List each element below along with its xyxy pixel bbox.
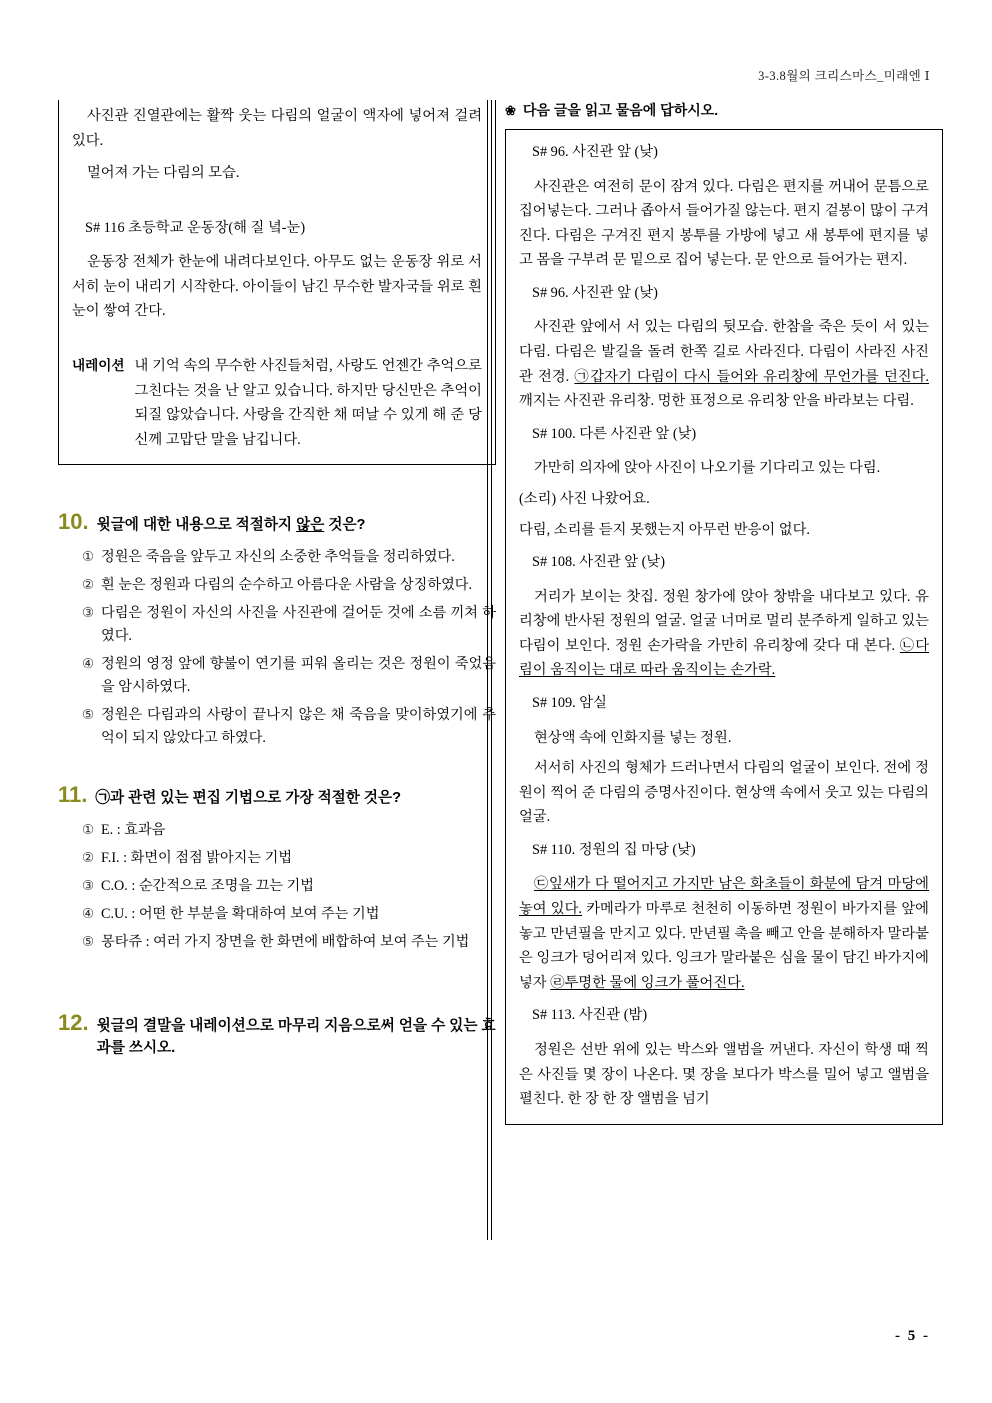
choice-marker: ④ <box>82 656 95 672</box>
scene-segment: 카메라가 마루로 천천히 이동하면 정원이 바가지를 앞에 놓고 만년필을 만지고 있다. 만년필 촉을 빼고 안을 분해하자 말라붙은 잉크가 덩어리져 있다. 잉크가 말라붙은 심을 물이 담긴 바가지에 넣자 <box>519 901 929 991</box>
question-10 <box>58 511 496 750</box>
choice-item[interactable] <box>82 704 496 750</box>
choice-marker: ⑤ <box>82 707 95 723</box>
scene-segment-underlined: ㉢잎새가 다 떨어지고 가지만 남은 화초들이 화분에 담겨 마당에 놓여 있다. <box>519 876 929 918</box>
scene-body: 가만히 의자에 앉아 사진이 나오기를 기다리고 있는 다림. <box>534 460 881 477</box>
flower-icon: ❀ <box>505 103 516 118</box>
scene-segment-underlined: ㉣투명한 물에 잉크가 풀어진다. <box>550 974 745 991</box>
choice-marker: ① <box>82 822 95 838</box>
choice-text: E. : 효과음 <box>101 822 166 839</box>
scene-body: (소리) 사진 나왔어요. <box>519 490 650 507</box>
choice-item[interactable] <box>82 903 496 926</box>
choice-item[interactable] <box>82 819 496 842</box>
prompt-part: 것은? <box>324 517 366 534</box>
instruction-line <box>505 100 943 120</box>
scene-body: 서서히 사진의 형체가 드러나면서 다림의 얼굴이 보인다. 전에 정원이 찍어 준 다림의 증명사진이다. 현상액 속에서 웃고 있는 다림의 얼굴. <box>519 760 929 826</box>
left-passage-box <box>58 100 496 465</box>
passage-paragraph: 멀어져 가는 다림의 모습. <box>87 165 240 182</box>
choice-text: 몽타쥬 : 여러 가지 장면을 한 화면에 배합하여 보여 주는 기법 <box>101 934 470 951</box>
left-column <box>58 100 496 1060</box>
question-10-choices <box>82 546 496 750</box>
narration-label: 내레이션 <box>72 358 125 374</box>
prompt-emphasis: 않은 <box>296 517 325 534</box>
scene-heading: S# 109. 암실 <box>532 694 607 711</box>
scene-body <box>519 315 929 413</box>
scene-heading: S# 100. 다른 사진관 앞 (낮) <box>532 425 697 442</box>
question-11-prompt: ㉠과 관련 있는 편집 기법으로 가장 적절한 것은? <box>95 790 402 807</box>
scene-heading: S# 110. 정원의 집 마당 (낮) <box>532 841 696 858</box>
scene-body: 다림, 소리를 듣지 못했는지 아무런 반응이 없다. <box>519 521 810 538</box>
right-passage-box <box>505 129 943 1125</box>
instruction-text: 다음 글을 읽고 물음에 답하시오. <box>522 102 719 118</box>
question-12-prompt: 윗글의 결말을 내레이션으로 마무리 지음으로써 얻을 수 있는 효과를 쓰시오. <box>96 1018 496 1057</box>
choice-text: 흰 눈은 정원과 다림의 순수하고 아름다운 사람을 상징하였다. <box>101 577 473 594</box>
scene-heading: S# 116 초등학교 운동장(해 질 녘-눈) <box>85 219 306 236</box>
choice-marker: ② <box>82 850 95 866</box>
question-10-prompt <box>97 515 496 537</box>
prompt-part: 윗글에 대한 내용으로 적절하지 <box>96 517 297 534</box>
choice-marker: ① <box>82 549 95 565</box>
running-head: 3-3.8월의 크리스마스_미래엔 Ⅰ <box>758 69 930 83</box>
choice-text: 정원은 죽음을 앞두고 자신의 소중한 추억들을 정리하였다. <box>101 549 455 566</box>
choice-text: C.U. : 어떤 한 부분을 확대하여 보여 주는 기법 <box>101 906 380 923</box>
scene-heading: S# 108. 사진관 앞 (낮) <box>532 554 665 571</box>
choice-item[interactable] <box>82 602 496 648</box>
choice-item[interactable] <box>82 875 496 898</box>
passage-paragraph: 사진관 진열관에는 활짝 웃는 다림의 얼굴이 액자에 넣어져 걸려 있다. <box>72 108 482 149</box>
choice-item[interactable] <box>82 574 496 597</box>
question-12-number: 12. <box>58 1010 89 1036</box>
scene-body <box>519 1038 929 1112</box>
scene-segment: 정원은 선반 위에 있는 박스와 앨범을 꺼낸다. 자신이 학생 때 찍은 사진들 몇 장이 나온다. 몇 장을 보다가 박스를 밀어 넣고 앨범을 펼친다. 한 장 한 장 앨범을 넘기 <box>519 1041 929 1108</box>
page-number: - 5 - <box>895 1328 930 1344</box>
question-11-choices <box>82 819 496 954</box>
choice-text: 정원은 다림과의 사랑이 끝나지 않은 채 죽음을 맞이하였기에 추억이 되지 않았다고 하였다. <box>101 707 496 747</box>
choice-marker: ③ <box>82 878 95 894</box>
scene-heading: S# 96. 사진관 앞 (낮) <box>532 144 658 160</box>
question-10-number: 10. <box>58 509 89 535</box>
choice-item[interactable] <box>82 653 496 699</box>
scene-body <box>519 585 929 683</box>
choice-item[interactable] <box>82 931 496 954</box>
question-11-number: 11. <box>58 782 88 808</box>
scene-heading: S# 96. 사진관 앞 (낮) <box>532 284 658 301</box>
choice-text: C.O. : 순간적으로 조명을 끄는 기법 <box>101 878 314 895</box>
scene-segment: 사진관 앞에서 서 있는 다림의 뒷모습. 한참을 죽은 듯이 서 있는 다림. 다림은 발길을 돌려 한쪽 길로 사라진다. 다림이 사라진 사진관 전경. <box>519 319 929 385</box>
question-10-head <box>58 511 496 537</box>
choice-marker: ③ <box>82 605 95 621</box>
choice-text: 정원의 영정 앞에 향불이 연기를 피워 올리는 것은 정원이 죽었음을 암시하였다. <box>101 656 496 696</box>
choice-item[interactable] <box>82 546 496 569</box>
scene-segment: 사진관은 여전히 문이 잠겨 있다. 다림은 편지를 꺼내어 문틈으로 집어넣는다. 그러나 좁아서 들어가질 않는다. 편지 겉봉이 많이 구겨진다. 다림은 구겨진 편지 봉투를 가방에 넣고 새 봉투에 편지를 넣고 몸을 구부려 문 밑으로 집어 넣는다. 문 안으로 들어가는 편지. <box>519 178 929 269</box>
scene-heading: S# 113. 사진관 (밤) <box>532 1007 648 1024</box>
question-11 <box>58 784 496 954</box>
scene-body: 현상액 속에 인화지를 넣는 정원. <box>534 729 732 746</box>
scene-segment-underlined: ㉠갑자기 다림이 다시 들어와 유리창에 무언가를 던진다. <box>574 368 929 385</box>
narration-body: 내 기억 속의 무수한 사진들처럼, 사랑도 언젠간 추억으로 그친다는 것을 난 알고 있습니다. 하지만 당신만은 추억이 되질 않았습니다. 사랑을 간직한 채 떠날 수 있게 해 준 당신께 고맙단 말을 남깁니다. <box>134 358 482 448</box>
scene-body <box>519 175 929 273</box>
choice-marker: ④ <box>82 906 95 922</box>
question-11-head <box>58 784 496 810</box>
scene-segment-underlined: ㉡다림이 움직이는 대로 따라 움직이는 손가락. <box>519 637 929 679</box>
question-12 <box>58 1012 496 1060</box>
scene-segment: 깨지는 사진관 유리창. 멍한 표정으로 유리창 안을 바라보는 다림. <box>519 393 914 410</box>
right-column <box>505 100 943 1139</box>
scene-body: 운동장 전체가 한눈에 내려다보인다. 아무도 없는 운동장 위로 서서히 눈이 내리기 시작한다. 아이들이 남긴 무수한 발자국들 위로 흰 눈이 쌓여 간다. <box>72 254 482 320</box>
choice-item[interactable] <box>82 847 496 870</box>
choice-text: F.I. : 화면이 점점 밝아지는 기법 <box>101 850 293 867</box>
choice-marker: ② <box>82 577 95 593</box>
choice-marker: ⑤ <box>82 934 95 950</box>
choice-text: 다림은 정원이 자신의 사진을 사진관에 걸어둔 것에 소름 끼쳐 하였다. <box>101 605 496 645</box>
question-12-head <box>58 1012 496 1060</box>
scene-segment: 거리가 보이는 찻집. 정원 창가에 앉아 창밖을 내다보고 있다. 유리창에 반사된 정원의 얼굴. 얼굴 너머로 멀리 분주하게 일하고 있는 다림이 보인다. 정원 손가락을 가만히 유리창에 갖다 대 본다. <box>519 588 929 654</box>
scene-body <box>519 872 929 995</box>
narration-block <box>72 354 482 452</box>
